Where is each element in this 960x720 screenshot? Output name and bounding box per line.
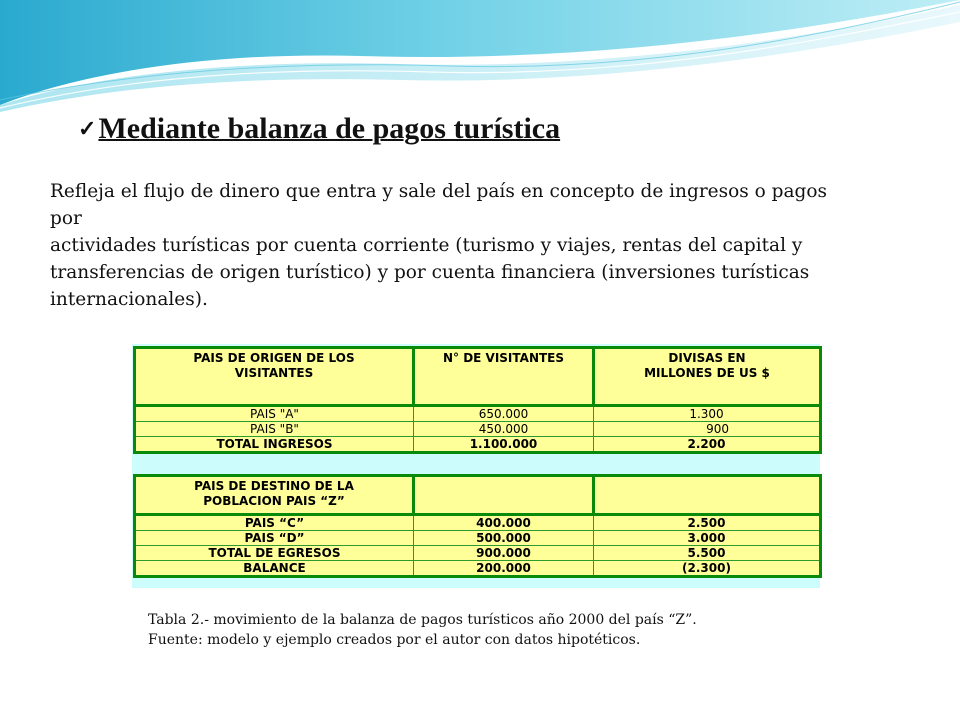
- cell-visitors: 400.000: [414, 515, 594, 531]
- cell-total-label: TOTAL INGRESOS: [136, 437, 414, 452]
- cell-amount: 3.000: [594, 531, 820, 546]
- cell-total-visitors: 900.000: [414, 546, 594, 561]
- table-row-balance: [136, 561, 820, 576]
- table-row-total: [136, 546, 820, 561]
- checkmark-icon: ✓: [78, 116, 97, 141]
- paragraph-line: por: [50, 208, 82, 229]
- income-table-panel: [132, 344, 820, 474]
- cell-balance-label: BALANCE: [136, 561, 414, 576]
- cell-country: PAIS "A": [136, 406, 414, 422]
- paragraph-line: Refleja el flujo de dinero que entra y sale del país en concepto de ingresos o pagos: [50, 181, 827, 202]
- table-row: [136, 422, 820, 437]
- table-row: [136, 406, 820, 422]
- table-row-total: [136, 437, 820, 452]
- table-caption: [148, 610, 848, 650]
- cell-amount: 900: [594, 422, 820, 437]
- cell-country: PAIS “D”: [136, 531, 414, 546]
- income-table: [135, 348, 820, 452]
- cell-total-amount: 5.500: [594, 546, 820, 561]
- section-heading: [78, 112, 560, 146]
- cell-total-visitors: 1.100.000: [414, 437, 594, 452]
- cell-total-amount: 2.200: [594, 437, 820, 452]
- cell-country: PAIS "B": [136, 422, 414, 437]
- cell-total-label: TOTAL DE EGRESOS: [136, 546, 414, 561]
- heading-text: Mediante balanza de pagos turística: [98, 112, 561, 145]
- header-visitors: N° DE VISITANTES: [414, 349, 594, 406]
- header-empty-2: [594, 477, 820, 515]
- table-row: [136, 515, 820, 531]
- expense-table-panel: [132, 474, 820, 588]
- expense-table-header-row: [136, 477, 820, 515]
- paragraph-line: internacionales).: [50, 289, 208, 310]
- header-wave-decoration: [0, 0, 960, 115]
- cell-visitors: 650.000: [414, 406, 594, 422]
- cell-country: PAIS “C”: [136, 515, 414, 531]
- cell-amount: 1.300: [594, 406, 820, 422]
- cell-amount: 2.500: [594, 515, 820, 531]
- cell-visitors: 450.000: [414, 422, 594, 437]
- description-paragraph: [50, 178, 900, 313]
- paragraph-line: transferencias de origen turístico) y por cuenta financiera (inversiones turísticas: [50, 262, 810, 283]
- table-row: [136, 531, 820, 546]
- header-destination: PAIS DE DESTINO DE LA POBLACION PAIS “Z”: [136, 477, 414, 515]
- paragraph-line: actividades turísticas por cuenta corriente (turismo y viajes, rentas del capital y: [50, 235, 803, 256]
- income-table-header-row: [136, 349, 820, 406]
- caption-line: Tabla 2.- movimiento de la balanza de pagos turísticos año 2000 del país “Z”.: [148, 612, 697, 628]
- cell-visitors: 500.000: [414, 531, 594, 546]
- header-origin: PAIS DE ORIGEN DE LOS VISITANTES: [136, 349, 414, 406]
- cell-balance-visitors: 200.000: [414, 561, 594, 576]
- header-currency: DIVISAS EN MILLONES DE US $: [594, 349, 820, 406]
- cell-balance-amount: (2.300): [594, 561, 820, 576]
- caption-source: Fuente: modelo y ejemplo creados por el autor con datos hipotéticos.: [148, 632, 641, 648]
- header-empty-1: [414, 477, 594, 515]
- expense-table: [135, 476, 820, 576]
